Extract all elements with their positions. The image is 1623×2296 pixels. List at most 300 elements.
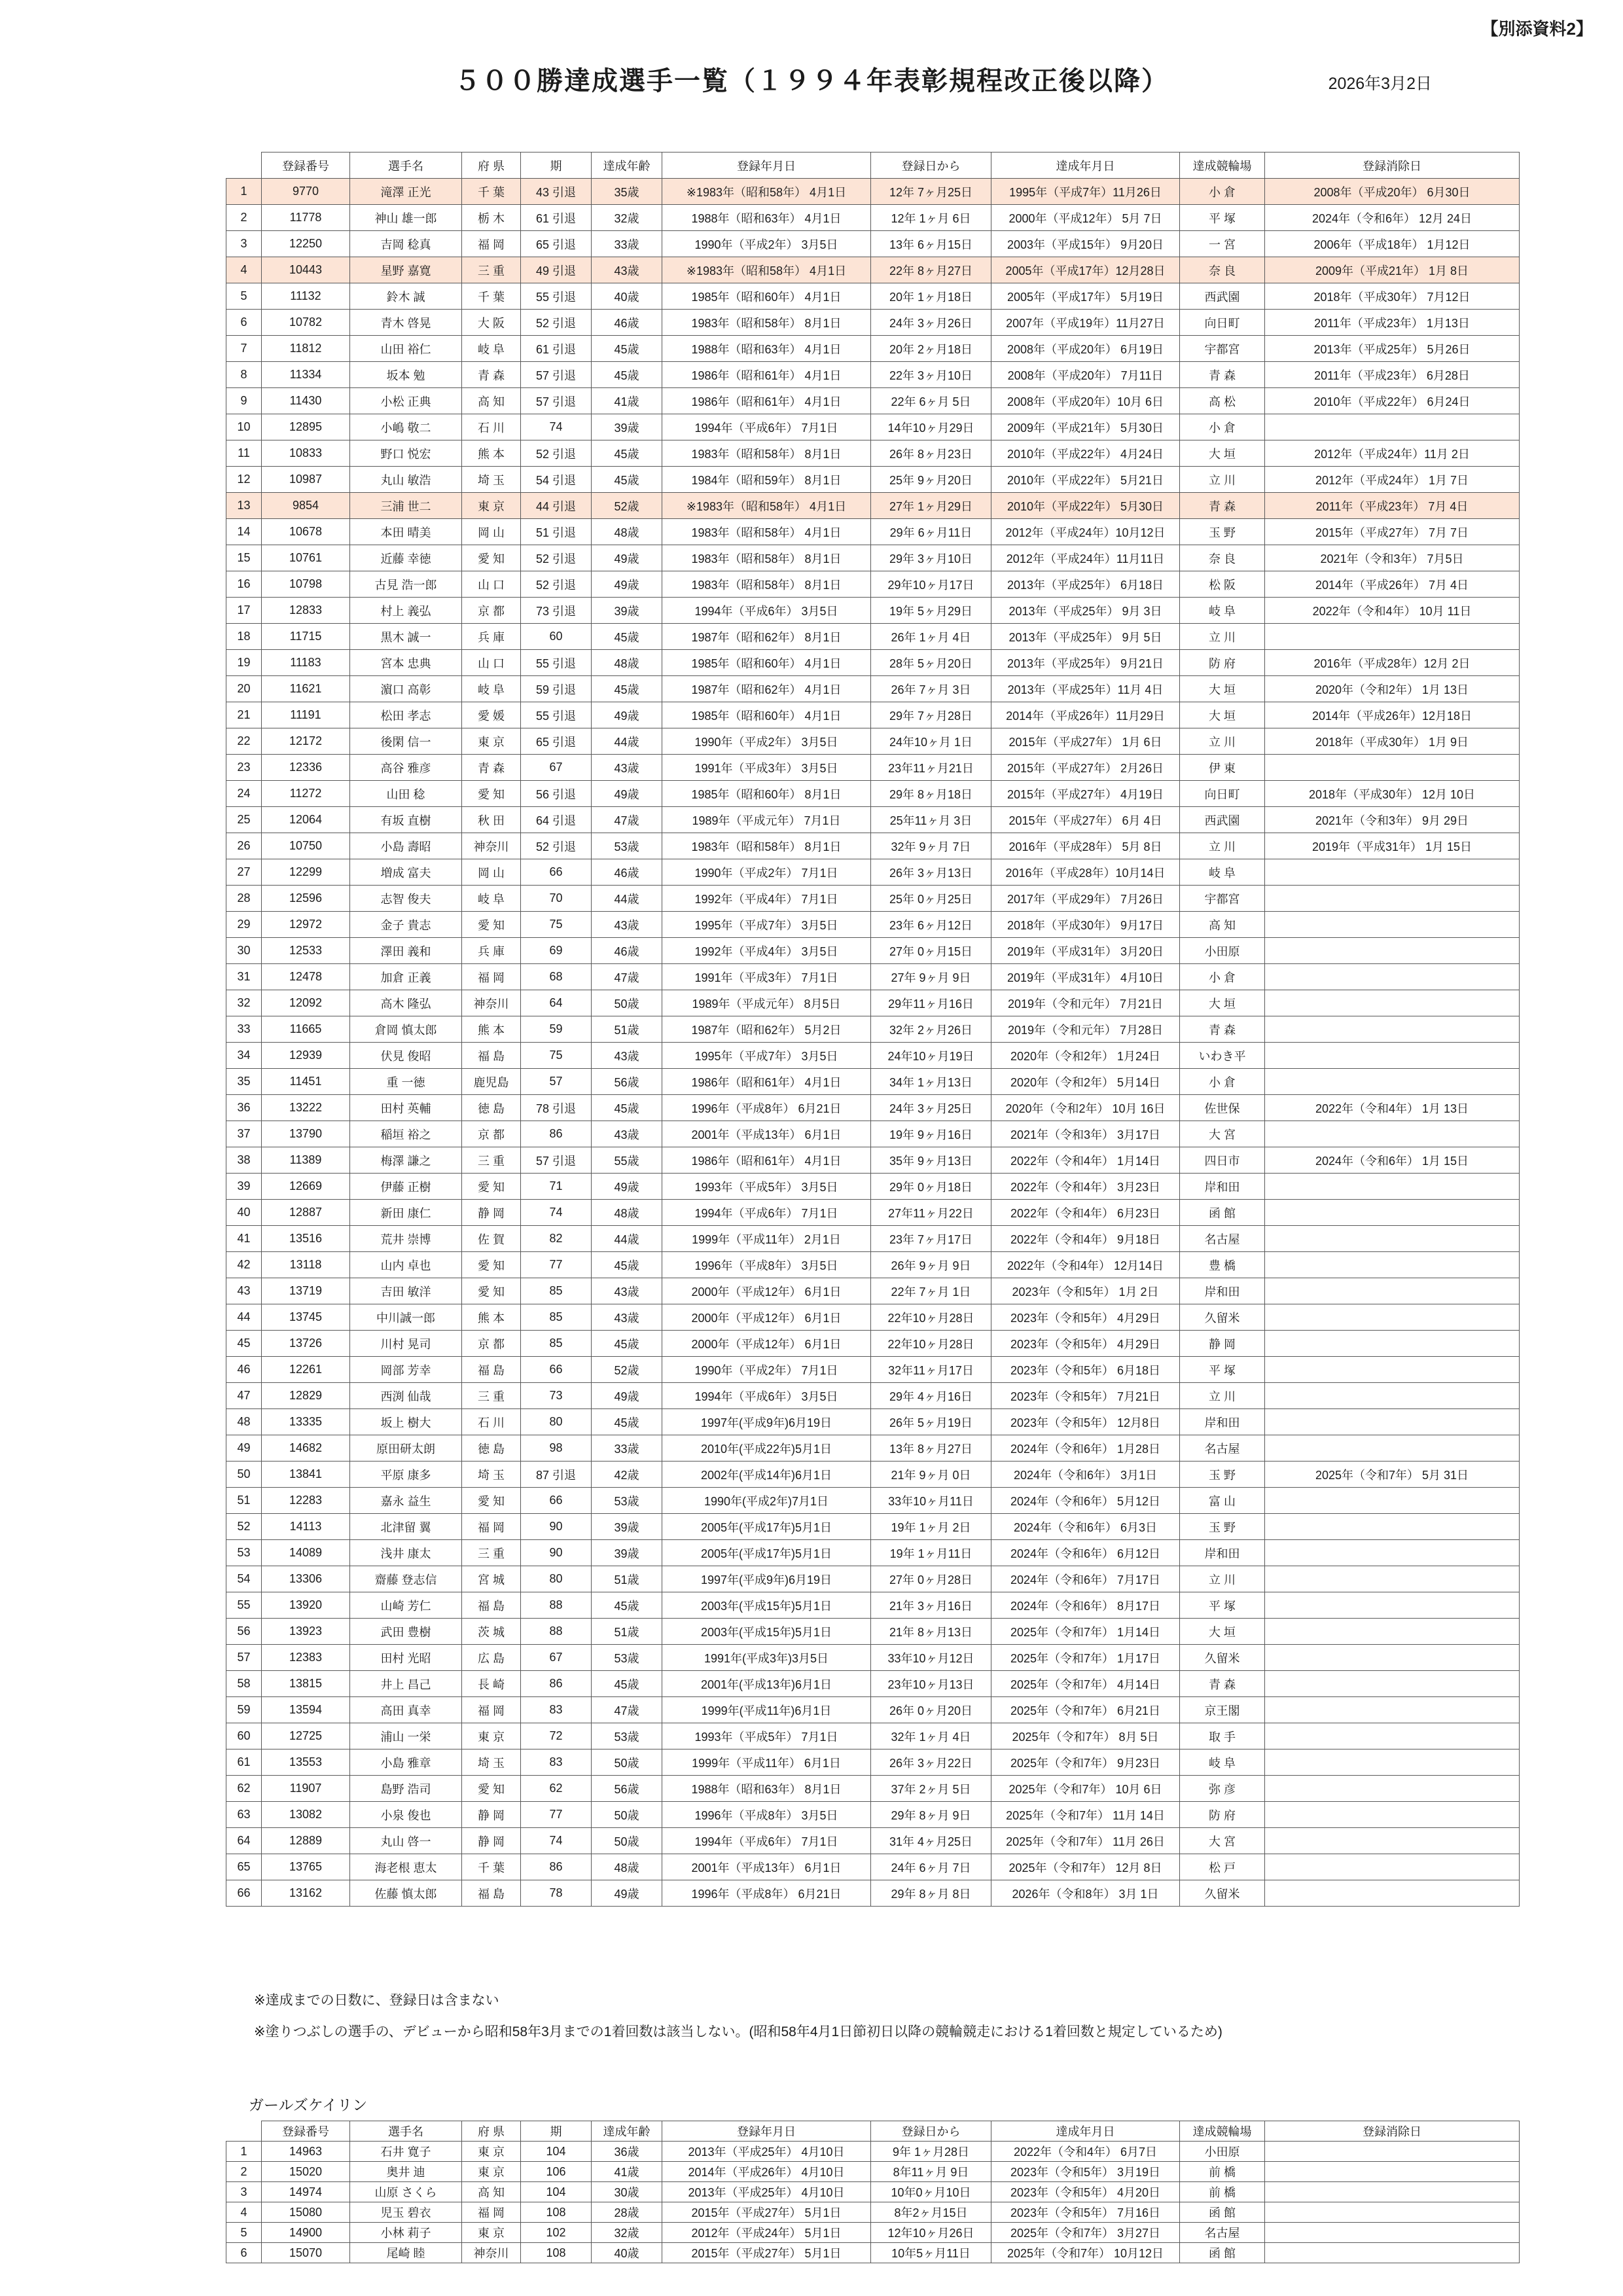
cell-registration-date: 1986年（昭和61年） 4月1日 xyxy=(662,1069,871,1095)
cell-prefecture: 茨 城 xyxy=(462,1619,521,1645)
cell-age: 30歳 xyxy=(592,2182,662,2202)
cell-prefecture: 愛 知 xyxy=(462,912,521,938)
cell-age: 32歳 xyxy=(592,2223,662,2243)
cell-registration-date: 1996年（平成8年） 3月5日 xyxy=(662,1802,871,1828)
table-row xyxy=(226,1540,1520,1566)
cell-achievement-date: 2013年（平成25年）11月 4日 xyxy=(991,676,1180,702)
cell-prefecture: 福 岡 xyxy=(462,1697,521,1723)
cell-class-period: 90 xyxy=(521,1540,592,1566)
cell-removal-date xyxy=(1265,886,1520,912)
cell-row-number: 22 xyxy=(226,728,262,755)
table-row xyxy=(226,1697,1520,1723)
cell-row-number: 8 xyxy=(226,362,262,388)
cell-age: 48歳 xyxy=(592,1854,662,1880)
col-header-class-period: 期 xyxy=(521,152,592,179)
col-header-reg-number: 登録番号 xyxy=(262,2121,350,2142)
table-row xyxy=(226,1566,1520,1592)
cell-achievement-date: 2025年（令和7年） 10月 6日 xyxy=(991,1776,1180,1802)
cell-reg-number: 12383 xyxy=(262,1645,350,1671)
cell-achievement-date: 2025年（令和7年） 6月21日 xyxy=(991,1697,1180,1723)
cell-duration: 22年 7ヶ月 1日 xyxy=(871,1278,991,1304)
cell-age: 56歳 xyxy=(592,1069,662,1095)
cell-achievement-date: 2024年（令和6年） 7月17日 xyxy=(991,1566,1180,1592)
cell-reg-number: 12250 xyxy=(262,231,350,257)
footnotes xyxy=(254,1990,1222,2053)
cell-age: 33歳 xyxy=(592,231,662,257)
cell-rider-name: 西渕 仙哉 xyxy=(350,1383,462,1409)
cell-velodrome: 伊 東 xyxy=(1180,755,1265,781)
cell-prefecture: 愛 知 xyxy=(462,1776,521,1802)
cell-reg-number: 11430 xyxy=(262,388,350,414)
cell-rider-name: 中川誠一郎 xyxy=(350,1304,462,1331)
cell-velodrome: 玉 野 xyxy=(1180,1462,1265,1488)
cell-removal-date xyxy=(1265,1278,1520,1304)
cell-rider-name: 金子 貴志 xyxy=(350,912,462,938)
cell-registration-date: ※1983年（昭和58年） 4月1日 xyxy=(662,493,871,519)
cell-velodrome: 立 川 xyxy=(1180,1383,1265,1409)
table-row xyxy=(226,1671,1520,1697)
cell-removal-date xyxy=(1265,1592,1520,1619)
cell-achievement-date: 2015年（平成27年） 6月 4日 xyxy=(991,807,1180,833)
footnote-highlighted-riders: ※塗りつぶしの選手の、デビューから昭和58年3月までの1着回数は該当しない。(昭和58年4月1日節初日以降の競輪競走における1着回数と規定しているため) xyxy=(254,2024,1222,2039)
cell-removal-date: 2012年（平成24年） 1月 7日 xyxy=(1265,467,1520,493)
cell-age: 49歳 xyxy=(592,1174,662,1200)
cell-achievement-date: 2019年（平成31年） 3月20日 xyxy=(991,938,1180,964)
table-row xyxy=(226,1828,1520,1854)
cell-prefecture: 福 島 xyxy=(462,1357,521,1383)
cell-duration: 23年10ヶ月13日 xyxy=(871,1671,991,1697)
cell-reg-number: 14089 xyxy=(262,1540,350,1566)
cell-prefecture: 長 崎 xyxy=(462,1671,521,1697)
cell-rider-name: 武田 豊樹 xyxy=(350,1619,462,1645)
cell-registration-date: 1993年（平成5年） 7月1日 xyxy=(662,1723,871,1749)
cell-prefecture: 福 岡 xyxy=(462,2202,521,2223)
table-row xyxy=(226,2162,1520,2182)
document-date: 2026年3月2日 xyxy=(1328,75,1432,93)
cell-reg-number: 12889 xyxy=(262,1828,350,1854)
cell-registration-date: 2001年(平成13年)6月1日 xyxy=(662,1671,871,1697)
cell-reg-number: 13719 xyxy=(262,1278,350,1304)
cell-prefecture: 福 島 xyxy=(462,1592,521,1619)
cell-registration-date: 1995年（平成7年） 3月5日 xyxy=(662,1043,871,1069)
cell-prefecture: 熊 本 xyxy=(462,1304,521,1331)
cell-removal-date: 2015年（平成27年） 7月 7日 xyxy=(1265,519,1520,545)
cell-row-number: 4 xyxy=(226,257,262,283)
cell-velodrome: 京王閣 xyxy=(1180,1697,1265,1723)
cell-registration-date: 1985年（昭和60年） 4月1日 xyxy=(662,702,871,728)
cell-registration-date: 2013年（平成25年） 4月10日 xyxy=(662,2182,871,2202)
cell-age: 40歳 xyxy=(592,283,662,310)
cell-prefecture: 京 都 xyxy=(462,1331,521,1357)
cell-age: 33歳 xyxy=(592,1435,662,1462)
cell-duration: 13年 8ヶ月27日 xyxy=(871,1435,991,1462)
cell-removal-date xyxy=(1265,1121,1520,1147)
cell-achievement-date: 2023年（令和5年） 4月20日 xyxy=(991,2182,1180,2202)
cell-achievement-date: 2024年（令和6年） 1月28日 xyxy=(991,1435,1180,1462)
cell-class-period: 70 xyxy=(521,886,592,912)
cell-class-period: 108 xyxy=(521,2243,592,2263)
cell-duration: 26年 5ヶ月19日 xyxy=(871,1409,991,1435)
cell-registration-date: 2002年(平成14年)6月1日 xyxy=(662,1462,871,1488)
cell-removal-date xyxy=(1265,1566,1520,1592)
cell-achievement-date: 2025年（令和7年） 10月12日 xyxy=(991,2243,1180,2263)
cell-row-number: 50 xyxy=(226,1462,262,1488)
col-header-rider-name: 選手名 xyxy=(350,152,462,179)
cell-reg-number: 13162 xyxy=(262,1880,350,1907)
table-row xyxy=(226,545,1520,571)
cell-prefecture: 山 口 xyxy=(462,571,521,598)
cell-achievement-date: 2022年（令和4年） 1月14日 xyxy=(991,1147,1180,1174)
cell-removal-date: 2016年（平成28年）12月 2日 xyxy=(1265,650,1520,676)
cell-achievement-date: 2024年（令和6年） 8月17日 xyxy=(991,1592,1180,1619)
cell-rider-name: 児玉 碧衣 xyxy=(350,2202,462,2223)
cell-velodrome: 青 森 xyxy=(1180,1671,1265,1697)
cell-registration-date: 1994年（平成6年） 7月1日 xyxy=(662,414,871,440)
table-row xyxy=(226,1043,1520,1069)
cell-class-period: 87 引退 xyxy=(521,1462,592,1488)
cell-prefecture: 東 京 xyxy=(462,2223,521,2243)
cell-removal-date: 2021年（令和3年） 9月 29日 xyxy=(1265,807,1520,833)
cell-achievement-date: 2000年（平成12年） 5月 7日 xyxy=(991,205,1180,231)
cell-class-period: 74 xyxy=(521,414,592,440)
cell-age: 28歳 xyxy=(592,2202,662,2223)
cell-achievement-date: 2017年（平成29年） 7月26日 xyxy=(991,886,1180,912)
cell-removal-date: 2013年（平成25年） 5月26日 xyxy=(1265,336,1520,362)
cell-class-period: 62 xyxy=(521,1776,592,1802)
table-row xyxy=(226,1462,1520,1488)
cell-reg-number: 13765 xyxy=(262,1854,350,1880)
cell-age: 45歳 xyxy=(592,440,662,467)
cell-registration-date: 2003年(平成15年)5月1日 xyxy=(662,1619,871,1645)
cell-age: 53歳 xyxy=(592,833,662,859)
cell-velodrome: 宇都宮 xyxy=(1180,886,1265,912)
cell-achievement-date: 2010年（平成22年） 4月24日 xyxy=(991,440,1180,467)
cell-achievement-date: 2003年（平成15年） 9月20日 xyxy=(991,231,1180,257)
cell-reg-number: 15080 xyxy=(262,2202,350,2223)
footnote-registration-day: ※達成までの日数に、登録日は含まない xyxy=(254,1993,499,2008)
table-row xyxy=(226,1069,1520,1095)
cell-rider-name: 高田 真幸 xyxy=(350,1697,462,1723)
table-row xyxy=(226,1331,1520,1357)
cell-rider-name: 原田研太朗 xyxy=(350,1435,462,1462)
cell-velodrome: 向日町 xyxy=(1180,781,1265,807)
cell-removal-date xyxy=(1265,1043,1520,1069)
cell-registration-date: 1997年(平成9年)6月19日 xyxy=(662,1566,871,1592)
cell-registration-date: 1991年（平成3年） 3月5日 xyxy=(662,755,871,781)
cell-row-number: 34 xyxy=(226,1043,262,1069)
cell-velodrome: 立 川 xyxy=(1180,1566,1265,1592)
cell-rider-name: 黒木 誠一 xyxy=(350,624,462,650)
cell-reg-number: 12887 xyxy=(262,1200,350,1226)
cell-achievement-date: 2015年（平成27年） 1月 6日 xyxy=(991,728,1180,755)
cell-achievement-date: 1995年（平成7年）11月26日 xyxy=(991,179,1180,205)
cell-row-number: 30 xyxy=(226,938,262,964)
cell-duration: 27年11ヶ月22日 xyxy=(871,1200,991,1226)
table-row xyxy=(226,1200,1520,1226)
cell-class-period: 57 引退 xyxy=(521,388,592,414)
cell-age: 50歳 xyxy=(592,1828,662,1854)
cell-prefecture: 福 岡 xyxy=(462,231,521,257)
cell-removal-date xyxy=(1265,964,1520,990)
cell-registration-date: 1993年（平成5年） 3月5日 xyxy=(662,1174,871,1200)
cell-removal-date xyxy=(1265,1488,1520,1514)
cell-rider-name: 佐藤 慎太郎 xyxy=(350,1880,462,1907)
cell-velodrome: 高 知 xyxy=(1180,912,1265,938)
cell-removal-date: 2010年（平成22年） 6月24日 xyxy=(1265,388,1520,414)
cell-registration-date: 1996年（平成8年） 6月21日 xyxy=(662,1880,871,1907)
cell-duration: 22年10ヶ月28日 xyxy=(871,1304,991,1331)
cell-registration-date: 1988年（昭和63年） 4月1日 xyxy=(662,205,871,231)
cell-duration: 23年11ヶ月21日 xyxy=(871,755,991,781)
cell-registration-date: 1986年（昭和61年） 4月1日 xyxy=(662,362,871,388)
cell-prefecture: 青 森 xyxy=(462,755,521,781)
cell-row-number: 12 xyxy=(226,467,262,493)
cell-velodrome: 松 戸 xyxy=(1180,1854,1265,1880)
cell-duration: 21年 9ヶ月 0日 xyxy=(871,1462,991,1488)
col-header-registration-date: 登録年月日 xyxy=(662,152,871,179)
cell-age: 48歳 xyxy=(592,650,662,676)
cell-age: 45歳 xyxy=(592,1671,662,1697)
cell-prefecture: 愛 知 xyxy=(462,1174,521,1200)
cell-achievement-date: 2023年（令和5年） 4月29日 xyxy=(991,1331,1180,1357)
cell-removal-date xyxy=(1265,755,1520,781)
cell-removal-date xyxy=(1265,1200,1520,1226)
cell-achievement-date: 2023年（令和5年） 1月 2日 xyxy=(991,1278,1180,1304)
cell-registration-date: 2015年（平成27年） 5月1日 xyxy=(662,2202,871,2223)
cell-rider-name: 浦山 一栄 xyxy=(350,1723,462,1749)
cell-duration: 26年 0ヶ月20日 xyxy=(871,1697,991,1723)
corner-blank-cell xyxy=(226,2121,262,2142)
cell-rider-name: 島野 浩司 xyxy=(350,1776,462,1802)
cell-velodrome: 大 垣 xyxy=(1180,1619,1265,1645)
cell-duration: 34年 1ヶ月13日 xyxy=(871,1069,991,1095)
cell-class-period: 86 xyxy=(521,1671,592,1697)
cell-rider-name: 三浦 世二 xyxy=(350,493,462,519)
cell-row-number: 15 xyxy=(226,545,262,571)
cell-prefecture: 東 京 xyxy=(462,2142,521,2162)
cell-rider-name: 伏見 俊昭 xyxy=(350,1043,462,1069)
cell-removal-date: 2024年（令和6年） 12月 24日 xyxy=(1265,205,1520,231)
cell-achievement-date: 2020年（令和2年） 1月24日 xyxy=(991,1043,1180,1069)
cell-age: 32歳 xyxy=(592,205,662,231)
cell-prefecture: 福 島 xyxy=(462,1880,521,1907)
cell-rider-name: 岡部 芳幸 xyxy=(350,1357,462,1383)
cell-duration: 23年 6ヶ月12日 xyxy=(871,912,991,938)
cell-prefecture: 宮 城 xyxy=(462,1566,521,1592)
cell-reg-number: 9854 xyxy=(262,493,350,519)
cell-prefecture: 石 川 xyxy=(462,414,521,440)
cell-removal-date: 2011年（平成23年） 7月 4日 xyxy=(1265,493,1520,519)
cell-velodrome: 静 岡 xyxy=(1180,1331,1265,1357)
cell-duration: 26年 9ヶ月 9日 xyxy=(871,1252,991,1278)
cell-velodrome: 大 垣 xyxy=(1180,990,1265,1016)
cell-rider-name: 有坂 直樹 xyxy=(350,807,462,833)
cell-removal-date: 2018年（平成30年） 1月 9日 xyxy=(1265,728,1520,755)
cell-class-period: 74 xyxy=(521,1828,592,1854)
cell-class-period: 66 xyxy=(521,1357,592,1383)
cell-duration: 20年 2ヶ月18日 xyxy=(871,336,991,362)
cell-registration-date: 1999年（平成11年） 2月1日 xyxy=(662,1226,871,1252)
col-header-velodrome: 達成競輪場 xyxy=(1180,152,1265,179)
cell-removal-date xyxy=(1265,1409,1520,1435)
cell-reg-number: 13516 xyxy=(262,1226,350,1252)
table-row xyxy=(226,1619,1520,1645)
cell-reg-number: 14974 xyxy=(262,2182,350,2202)
cell-duration: 27年 9ヶ月 9日 xyxy=(871,964,991,990)
cell-removal-date xyxy=(1265,1357,1520,1383)
cell-reg-number: 10798 xyxy=(262,571,350,598)
cell-row-number: 64 xyxy=(226,1828,262,1854)
cell-rider-name: 星野 嘉寛 xyxy=(350,257,462,283)
cell-removal-date xyxy=(1265,1697,1520,1723)
cell-achievement-date: 2025年（令和7年） 12月 8日 xyxy=(991,1854,1180,1880)
cell-achievement-date: 2022年（令和4年） 3月23日 xyxy=(991,1174,1180,1200)
table-row xyxy=(226,1435,1520,1462)
cell-prefecture: 東 京 xyxy=(462,2162,521,2182)
cell-velodrome: 小 倉 xyxy=(1180,964,1265,990)
cell-row-number: 5 xyxy=(226,283,262,310)
cell-reg-number: 12833 xyxy=(262,598,350,624)
cell-age: 48歳 xyxy=(592,1200,662,1226)
cell-age: 45歳 xyxy=(592,1409,662,1435)
cell-row-number: 32 xyxy=(226,990,262,1016)
table-row xyxy=(226,388,1520,414)
cell-prefecture: 青 森 xyxy=(462,362,521,388)
cell-rider-name: 後閑 信一 xyxy=(350,728,462,755)
cell-row-number: 44 xyxy=(226,1304,262,1331)
cell-registration-date: 2013年（平成25年） 4月10日 xyxy=(662,2142,871,2162)
col-header-reg-number: 登録番号 xyxy=(262,152,350,179)
cell-duration: 19年 5ヶ月29日 xyxy=(871,598,991,624)
cell-velodrome: 玉 野 xyxy=(1180,1514,1265,1540)
cell-rider-name: 小松 正典 xyxy=(350,388,462,414)
cell-reg-number: 13306 xyxy=(262,1566,350,1592)
table-row xyxy=(226,519,1520,545)
cell-duration: 28年 5ヶ月20日 xyxy=(871,650,991,676)
table-row xyxy=(226,1854,1520,1880)
cell-velodrome: 宇都宮 xyxy=(1180,336,1265,362)
cell-prefecture: 高 知 xyxy=(462,2182,521,2202)
cell-registration-date: 2012年（平成24年） 5月1日 xyxy=(662,2223,871,2243)
attachment-corner-note: 【別添資料2】 xyxy=(1481,19,1593,39)
cell-prefecture: 静 岡 xyxy=(462,1828,521,1854)
cell-rider-name: 浅井 康太 xyxy=(350,1540,462,1566)
cell-prefecture: 岐 阜 xyxy=(462,886,521,912)
girls-table-header-row xyxy=(226,2121,1520,2142)
cell-age: 45歳 xyxy=(592,624,662,650)
cell-registration-date: 1987年（昭和62年） 4月1日 xyxy=(662,676,871,702)
cell-age: 46歳 xyxy=(592,310,662,336)
cell-velodrome: 岸和田 xyxy=(1180,1409,1265,1435)
cell-class-period: 67 xyxy=(521,1645,592,1671)
cell-rider-name: 坂本 勉 xyxy=(350,362,462,388)
cell-registration-date: 1986年（昭和61年） 4月1日 xyxy=(662,388,871,414)
cell-prefecture: 岐 阜 xyxy=(462,676,521,702)
cell-velodrome: 岸和田 xyxy=(1180,1278,1265,1304)
cell-reg-number: 13920 xyxy=(262,1592,350,1619)
cell-achievement-date: 2016年（平成28年）10月14日 xyxy=(991,859,1180,886)
cell-prefecture: 高 知 xyxy=(462,388,521,414)
cell-prefecture: 広 島 xyxy=(462,1645,521,1671)
table-row xyxy=(226,493,1520,519)
cell-velodrome: 岸和田 xyxy=(1180,1174,1265,1200)
cell-prefecture: 埼 玉 xyxy=(462,1749,521,1776)
cell-age: 50歳 xyxy=(592,1802,662,1828)
cell-achievement-date: 2026年（令和8年） 3月 1日 xyxy=(991,1880,1180,1907)
table-row xyxy=(226,1880,1520,1907)
cell-registration-date: 1990年(平成2年)7月1日 xyxy=(662,1488,871,1514)
cell-age: 39歳 xyxy=(592,1514,662,1540)
cell-velodrome: 向日町 xyxy=(1180,310,1265,336)
cell-removal-date xyxy=(1265,2182,1520,2202)
cell-achievement-date: 2025年（令和7年） 9月23日 xyxy=(991,1749,1180,1776)
cell-prefecture: 静 岡 xyxy=(462,1200,521,1226)
cell-reg-number: 13726 xyxy=(262,1331,350,1357)
cell-reg-number: 11778 xyxy=(262,205,350,231)
cell-removal-date xyxy=(1265,1854,1520,1880)
cell-removal-date: 2018年（平成30年） 7月12日 xyxy=(1265,283,1520,310)
cell-registration-date: 2001年（平成13年） 6月1日 xyxy=(662,1854,871,1880)
cell-registration-date: 1987年（昭和62年） 5月2日 xyxy=(662,1016,871,1043)
table-row xyxy=(226,833,1520,859)
cell-age: 45歳 xyxy=(592,362,662,388)
cell-reg-number: 12299 xyxy=(262,859,350,886)
cell-prefecture: 千 葉 xyxy=(462,1854,521,1880)
col-header-prefecture: 府 県 xyxy=(462,152,521,179)
table-row xyxy=(226,1645,1520,1671)
cell-reg-number: 11715 xyxy=(262,624,350,650)
cell-velodrome: 前 橋 xyxy=(1180,2182,1265,2202)
cell-rider-name: 小島 壽昭 xyxy=(350,833,462,859)
cell-age: 43歳 xyxy=(592,912,662,938)
cell-age: 51歳 xyxy=(592,1016,662,1043)
cell-class-period: 102 xyxy=(521,2223,592,2243)
cell-rider-name: 平原 康多 xyxy=(350,1462,462,1488)
cell-removal-date xyxy=(1265,1331,1520,1357)
cell-duration: 35年 9ヶ月13日 xyxy=(871,1147,991,1174)
cell-duration: 32年 1ヶ月 4日 xyxy=(871,1723,991,1749)
cell-class-period: 85 xyxy=(521,1304,592,1331)
cell-reg-number: 12939 xyxy=(262,1043,350,1069)
cell-velodrome: 函 館 xyxy=(1180,2243,1265,2263)
cell-rider-name: 高木 隆弘 xyxy=(350,990,462,1016)
cell-duration: 29年11ヶ月16日 xyxy=(871,990,991,1016)
cell-rider-name: 村上 義弘 xyxy=(350,598,462,624)
cell-duration: 25年 0ヶ月25日 xyxy=(871,886,991,912)
cell-class-period: 77 xyxy=(521,1802,592,1828)
table-row xyxy=(226,624,1520,650)
cell-removal-date xyxy=(1265,1174,1520,1200)
cell-registration-date: 1996年（平成8年） 6月21日 xyxy=(662,1095,871,1121)
cell-class-period: 67 xyxy=(521,755,592,781)
cell-age: 45歳 xyxy=(592,1592,662,1619)
cell-age: 40歳 xyxy=(592,2243,662,2263)
cell-velodrome: いわき平 xyxy=(1180,1043,1265,1069)
cell-row-number: 60 xyxy=(226,1723,262,1749)
cell-prefecture: 愛 知 xyxy=(462,1252,521,1278)
cell-removal-date: 2008年（平成20年） 6月30日 xyxy=(1265,179,1520,205)
cell-removal-date xyxy=(1265,2243,1520,2263)
cell-age: 47歳 xyxy=(592,1697,662,1723)
cell-age: 50歳 xyxy=(592,1749,662,1776)
cell-rider-name: 山内 卓也 xyxy=(350,1252,462,1278)
table-row xyxy=(226,938,1520,964)
cell-velodrome: 小田原 xyxy=(1180,938,1265,964)
cell-duration: 29年 3ヶ月10日 xyxy=(871,545,991,571)
col-header-duration: 登録日から xyxy=(871,152,991,179)
cell-row-number: 20 xyxy=(226,676,262,702)
main-table-body xyxy=(226,179,1520,1907)
